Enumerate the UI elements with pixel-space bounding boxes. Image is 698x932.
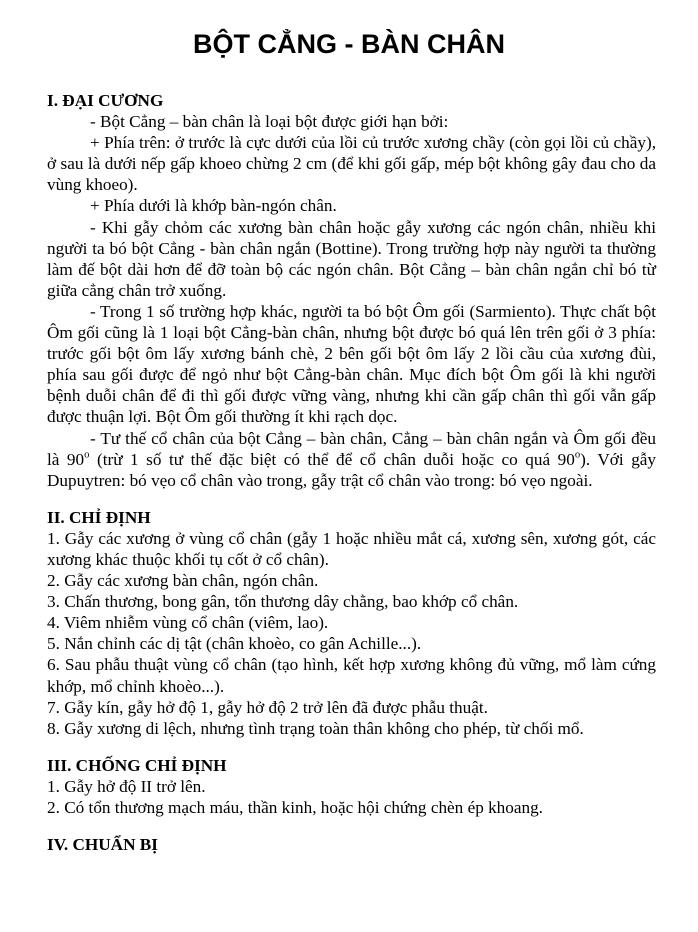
paragraph: + Phía trên: ở trước là cực dưới của lồi củ trước xương chầy (còn gọi lồi củ chầy), ở sau là dưới nếp gấp khoeo chừng 2 cm (để khi gối gấp, mép bột không gây đau cho da vùng khoeo). [47, 133, 656, 195]
list-item: 7. Gẫy kín, gẫy hở độ 1, gẫy hở độ 2 trở lên đã được phẫu thuật. [47, 697, 488, 717]
document-body [47, 90, 656, 855]
list-item: 2. Có tổn thương mạch máu, thần kinh, hoặc hội chứng chèn ép khoang. [47, 798, 543, 817]
list-item: 1. Gẫy hở độ II trở lên. [47, 776, 206, 796]
degree-superscript: o [574, 449, 581, 461]
list-item: 8. Gẫy xương di lệch, nhưng tình trạng toàn thân không cho phép, từ chối mổ. [47, 718, 584, 738]
degree-superscript: o [84, 449, 90, 461]
paragraph: - Khi gẫy chỏm các xương bàn chân hoặc gẫy xương các ngón chân, nhiều khi người ta bó bột Cẳng - bàn chân ngắn (Bottine). Trong trường hợp này người ta thường làm đế bột dài hơn để đỡ toàn bộ các ngón chân. Bột Cẳng – bàn chân ngắn chỉ bó từ giữa cẳng chân trở xuống. [47, 217, 656, 300]
text-run: - Tư thế cổ chân của bột Cẳng – bàn chân, Cẳng – bàn chân ngắn và Ôm gối đều là 90 [47, 428, 656, 469]
paragraph: - Trong 1 số trường hợp khác, người ta bó bột Ôm gối (Sarmiento). Thực chất bột Ôm gối cũng là 1 loại bột Cẳng-bàn chân, nhưng bột được bó quá lên trên gối ở 3 phía: trước gối bột ôm lấy xương bánh chè, 2 bên gối bột ôm lấy 2 lồi cầu của xương đùi, phía sau gối được để ngỏ như bột Cẳng-bàn chân. Mục đích bột Ôm gối là khi người bệnh duỗi chân để đi thì gối được vững vàng, nhưng khi cần gấp chân thì gối vẫn gấp được thuận lợi. Bột Ôm gối thường ít khi rạch dọc. [47, 301, 656, 427]
list-item: 5. Nắn chỉnh các dị tật (chân khoèo, co gân Achille...). [47, 634, 422, 654]
paragraph: - Bột Cẳng – bàn chân là loại bột được giới hạn bởi: [90, 112, 449, 132]
section-heading-chong-chi-dinh: III. CHỐNG CHỈ ĐỊNH [47, 755, 227, 775]
paragraph: + Phía dưới là khớp bàn-ngón chân. [90, 196, 337, 216]
list-item: 3. Chấn thương, bong gân, tổn thương dây chằng, bao khớp cổ chân. [47, 592, 519, 612]
text-run: ). Với gẫy Dupuytren: bó vẹo cổ chân vào trong, gẫy trật cổ chân vào trong: bó vẹo ngoài. [47, 449, 657, 490]
list-item: 2. Gẫy các xương bàn chân, ngón chân. [47, 571, 319, 591]
list-item: 6. Sau phẫu thuật vùng cổ chân (tạo hình, kết hợp xương không đủ vững, mổ làm cứng khớp, mổ chỉnh khoèo...). [47, 655, 656, 696]
document-title: BỘT CẲNG - BÀN CHÂN [193, 29, 505, 59]
section-heading-chuan-bi: IV. CHUẨN BỊ [47, 835, 158, 855]
text-run: (trừ 1 số tư thế đặc biệt có thể để cổ chân duỗi hoặc co quá 90 [89, 449, 575, 469]
list-item: 4. Viêm nhiễm vùng cổ chân (viêm, lao). [47, 613, 329, 633]
paragraph [47, 428, 656, 491]
section-heading-chi-dinh: II. CHỈ ĐỊNH [47, 507, 151, 527]
list-item: 1. Gẫy các xương ở vùng cổ chân (gẫy 1 hoặc nhiều mắt cá, xương sên, xương gót, các xương khác thuộc khối tụ cốt ở cổ chân). [47, 528, 656, 569]
section-heading-dai-cuong: I. ĐẠI CƯƠNG [47, 91, 164, 110]
